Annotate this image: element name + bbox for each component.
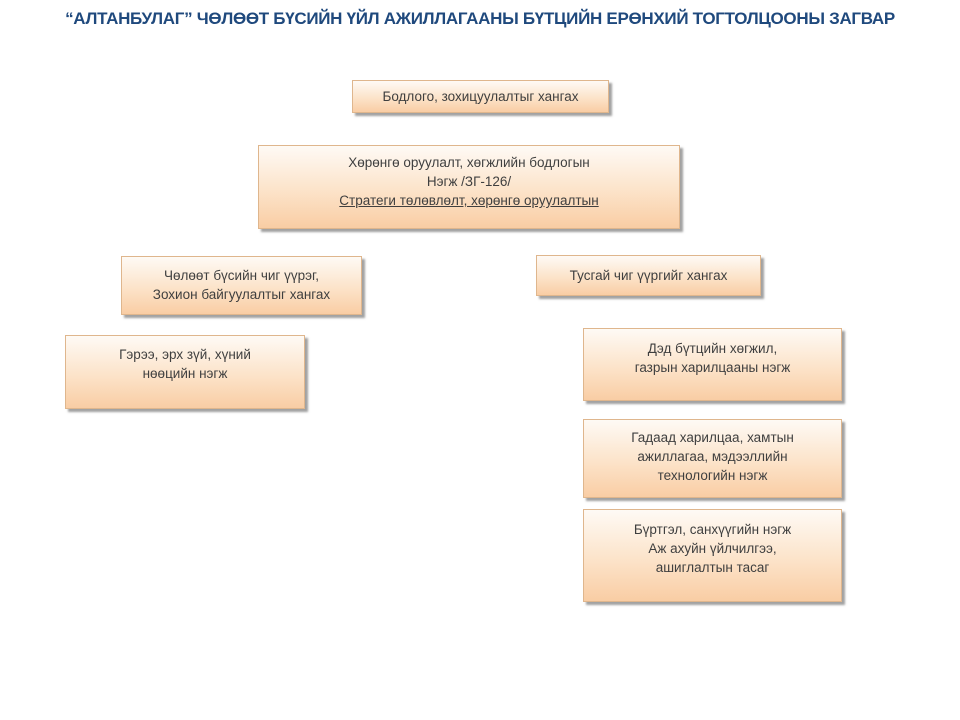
box-finance-line2: Аж ахуйн үйлчилгээ,	[648, 541, 777, 556]
box-foreign-line3: технологийн нэгж	[657, 468, 768, 483]
box-contract-legal-hr-unit	[65, 335, 305, 409]
box-contract-line2: нөөцийн нэгж	[142, 366, 228, 381]
box-foreign-relations-it-unit	[583, 419, 842, 498]
box-infrastructure-land-unit	[583, 328, 842, 401]
box-finance-line3: ашиглалтын тасаг	[655, 560, 770, 575]
box-investment-development-unit	[258, 145, 680, 229]
slide-title	[0, 8, 960, 29]
box-foreign-line1: Гадаад харилцаа, хамтын	[631, 430, 794, 445]
box-free-zone-functions	[121, 256, 362, 315]
slide-title-line2: БҮТЦИЙН ЕРӨНХИЙ ТОГТОЛЦООНЫ ЗАГВАР	[522, 9, 895, 28]
box-investment-line2: Нэгж /ЗГ-126/	[426, 174, 512, 189]
box-free-zone-line1: Чөлөөт бүсийн чиг үүрэг,	[163, 268, 320, 283]
box-infrastructure-line2: газрын харилцааны нэгж	[634, 360, 791, 375]
box-free-zone-line2: Зохион байгуулалтыг хангах	[152, 287, 331, 302]
box-contract-line1: Гэрээ, эрх зүй, хүний	[119, 347, 251, 362]
box-infrastructure-line1: Дэд бүтцийн хөгжил,	[647, 341, 778, 356]
box-policy-coordination	[352, 80, 609, 113]
box-foreign-line2: ажиллагаа, мэдээллийн	[637, 449, 788, 464]
box-special-functions	[536, 255, 761, 296]
slide-title-line1: “АЛТАНБУЛАГ” ЧӨЛӨӨТ БҮСИЙН ҮЙЛ АЖИЛЛАГААНЫ	[65, 9, 519, 28]
box-investment-line3: Стратеги төлөвлөлт, хөрөнгө оруулалтын	[339, 193, 599, 208]
box-investment-line1: Хөрөнгө оруулалт, хөгжлийн бодлогын	[348, 155, 590, 170]
box-special-functions-line: Тусгай чиг үүргийг хангах	[569, 268, 728, 283]
box-finance-line1: Бүртгэл, санхүүгийн нэгж	[633, 522, 792, 537]
box-policy-coordination-line: Бодлого, зохицуулалтыг хангах	[382, 89, 579, 104]
box-registration-finance-unit	[583, 509, 842, 602]
